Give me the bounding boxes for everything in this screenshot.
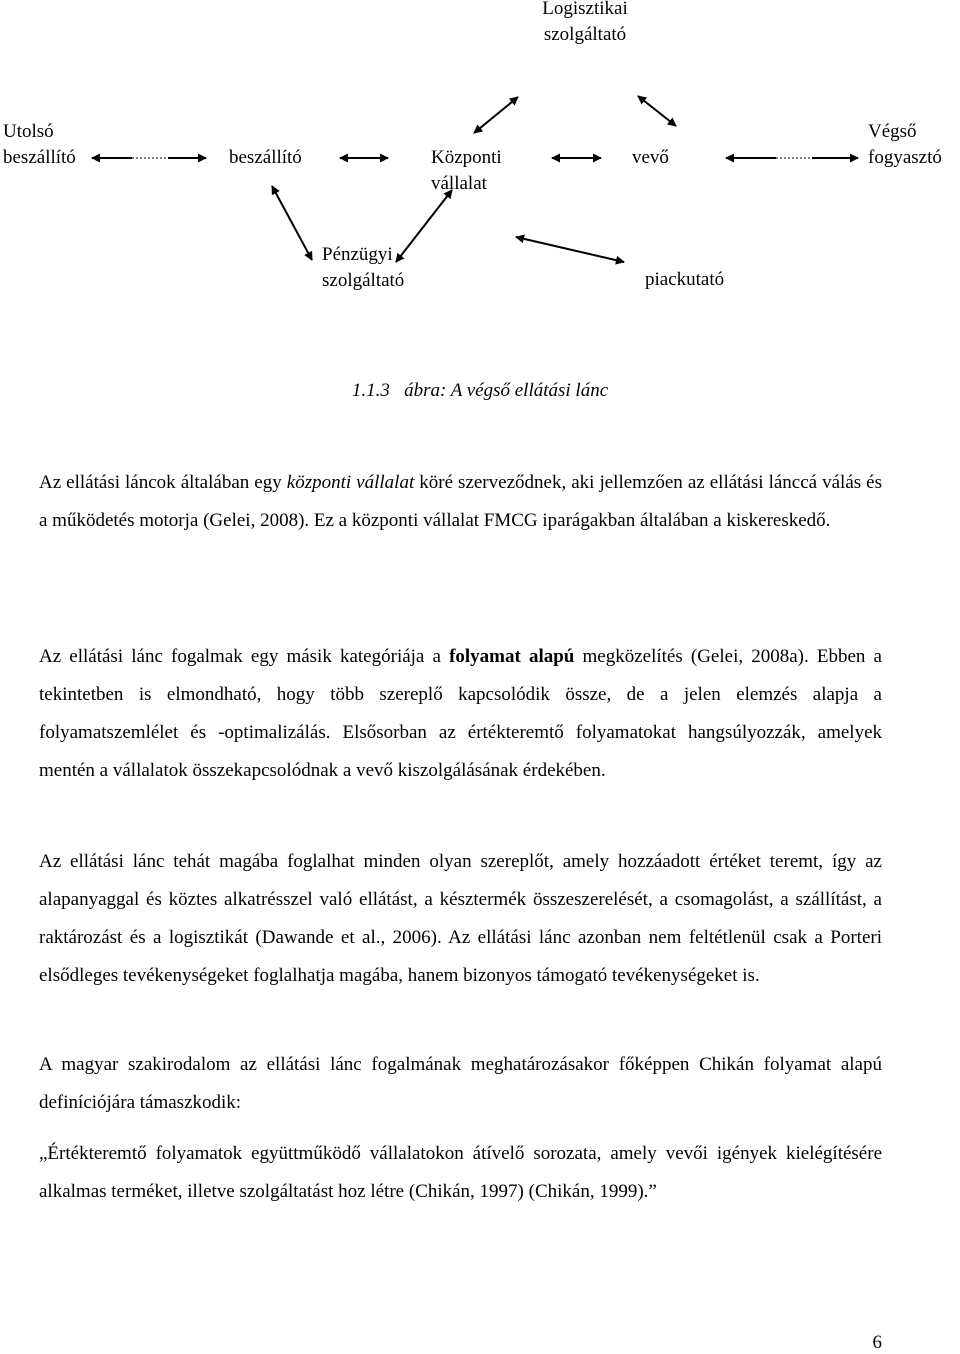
paragraph-3: Az ellátási lánc tehát magába foglalhat minden olyan szereplőt, amely hozzáadott értéket teremt, így az alapanyaggal és köztes alkatrésszel való ellátást, a késztermék összeszerelését, a csomagolást, a szállítást, a raktározást és a logisztikát (Dawande et al., 2006). Az ellátási lánc azonban nem feltétlenül csak a Porteri elsődleges tevékenységeket foglalhatja magába, hanem bizonyos támogató tevékenységeket is. [39,851,882,986]
paragraph-2-part-c: megközelítés (Gelei, 2008a). Ebben a tekintetben is elmondható, hogy több szereplő kapcsolódik össze, de a jelen elemzés alapja a folyamatszemlélet és -optimalizálás. Elsősorban az értékteremtő folyamatokat hangsúlyozzák, amelyek mentén a vállalatok összekapcsolódnak a vevő kiszolgálásának érdekében. [39,646,882,781]
paragraph-1-part-c: köré szerveződnek, aki jellemzően az ellátási lánccá válás és a működetés motorja (Gelei, 2008). Ez a központi vállalat FMCG iparágakban általában a kiskereskedő. [39,472,882,531]
arrow-kozponti-piackutato [516,237,624,262]
node-logisztikai-szolgaltato [510,0,660,48]
page-number: 6 [872,1332,882,1353]
figure-caption: 1.1.3 ábra: A végső ellátási lánc [351,380,609,401]
arrow-beszallito-penzugyi [272,186,312,260]
paragraph-1-emphasis: központi vállalat [286,472,415,493]
node-utolso-beszallito [3,119,76,171]
node-kozponti-line1: Központi [431,147,502,168]
node-kozponti-vallalat [431,145,502,197]
paragraph-4: A magyar szakirodalom az ellátási lánc fogalmának meghatározásakor főképpen Chikán folyamat alapú definíciójára támaszkodik: [39,1054,882,1113]
node-beszallito-line1: beszállító [229,147,302,168]
paragraph-1 [39,464,882,540]
node-beszallito [229,145,302,171]
node-penzugyi-line1: Pénzügyi [322,244,393,265]
arrow-penzugyi-kozponti [396,190,452,262]
node-vegso-line2: fogyasztó [868,147,942,168]
node-piackutato [645,267,724,293]
node-penzugyi-szolgaltato [322,242,404,294]
arrow-logisztikai-vevo [638,96,676,126]
node-utolso-line2: beszállító [3,147,76,168]
paragraph-5-quote: „Értékteremtő folyamatok együttműködő vállalatokon átívelő sorozata, amely vevői igények kielégítésére alkalmas terméket, illetve szolgáltatást hoz létre (Chikán, 1997) (Chikán, 1999).” [39,1143,882,1202]
arrow-kozponti-logisztikai [474,97,518,133]
node-piackutato-line1: piackutató [645,269,725,290]
node-kozponti-line2: vállalat [431,173,487,194]
node-logisztikai-line1: Logisztikai [542,0,628,19]
paragraph-2-part-a: Az ellátási lánc fogalmak egy másik kategóriája a [39,646,450,667]
node-vevo-line1: vevő [632,147,669,168]
node-penzugyi-line2: szolgáltató [322,270,405,291]
paragraph-2 [39,638,882,790]
node-logisztikai-line2: szolgáltató [543,24,627,45]
paragraph-2-bold: folyamat alapú [449,646,575,667]
node-utolso-line1: Utolsó [3,121,54,142]
node-vegso-line1: Végső [868,121,917,142]
node-vevo [632,145,669,171]
node-vegso-fogyaszto [868,119,942,171]
paragraph-1-part-a: Az ellátási láncok általában egy [39,472,287,493]
